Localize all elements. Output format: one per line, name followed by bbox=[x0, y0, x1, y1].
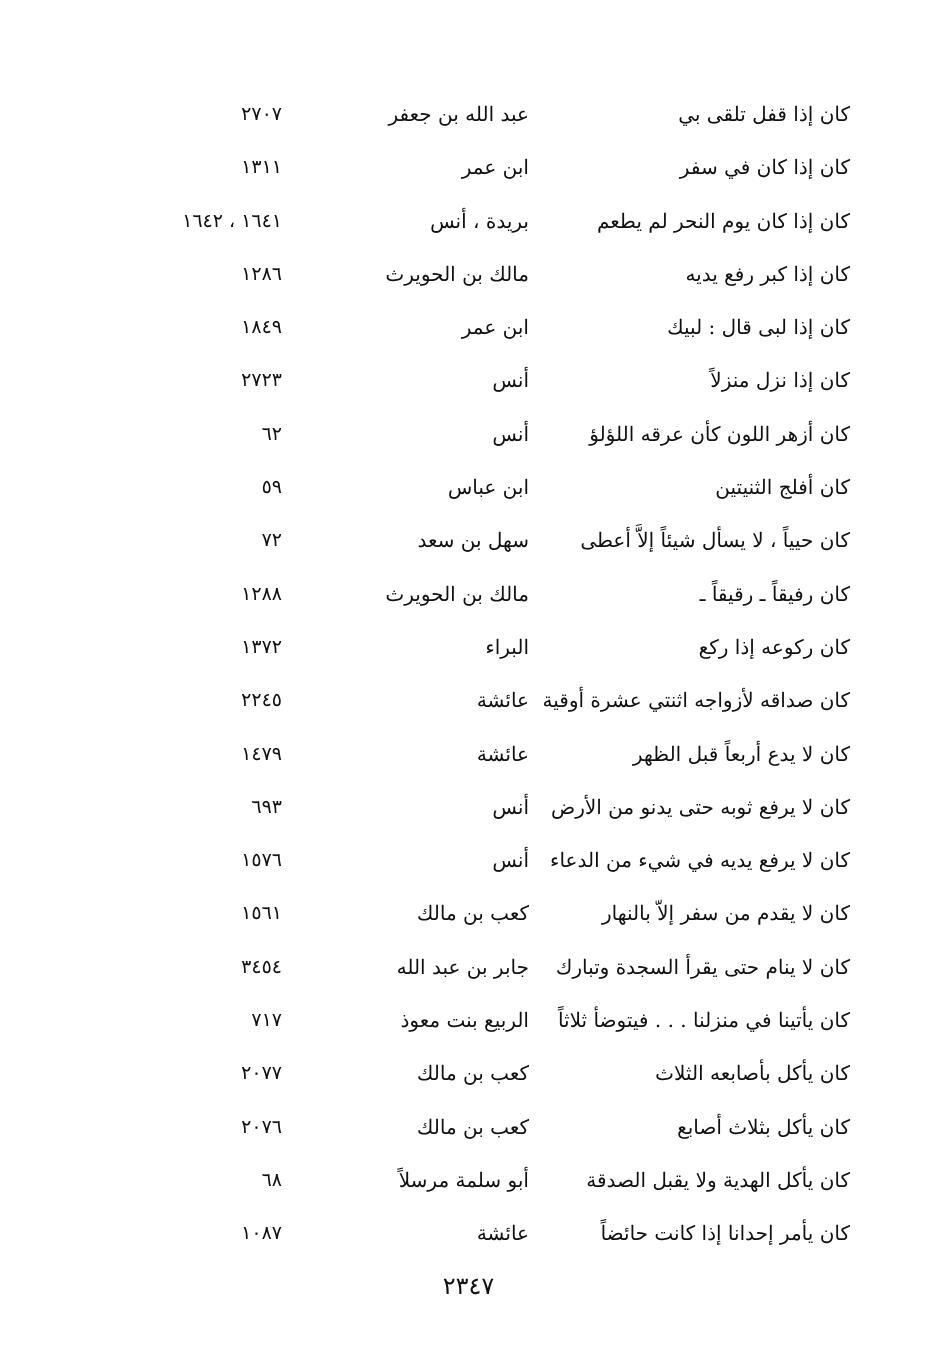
narrator-name: ابن عباس bbox=[447, 475, 529, 500]
table-row bbox=[0, 994, 937, 1047]
hadith-text: كان لا يقدم من سفر إلاّ بالنهار bbox=[602, 901, 850, 926]
hadith-number: ١٥٦١ bbox=[241, 902, 282, 925]
hadith-text: كان إذا قفل تلقى بي bbox=[678, 102, 850, 126]
table-row bbox=[0, 1101, 937, 1154]
hadith-text: كان يأمر إحدانا إذا كانت حائضاً bbox=[600, 1221, 850, 1246]
hadith-text: كان إذا كان يوم النحر لم يطعم bbox=[596, 208, 850, 233]
hadith-text: كان يأكل الهدية ولا يقبل الصدقة bbox=[586, 1167, 850, 1192]
narrator-name: أبو سلمة مرسلاً bbox=[398, 1167, 529, 1192]
narrator-name: عائشة bbox=[476, 688, 529, 713]
hadith-number: ٧١٧ bbox=[251, 1009, 282, 1032]
narrator-name: ابن عمر bbox=[461, 315, 529, 340]
hadith-text: كان إذا كبر رفع يديه bbox=[685, 261, 850, 286]
hadith-text: كان يأكل بأصابعه الثلاث bbox=[655, 1061, 850, 1086]
hadith-text: كان لا يرفع ثوبه حتى يدنو من الأرض bbox=[551, 794, 850, 819]
hadith-number: ٢٠٧٧ bbox=[241, 1062, 282, 1085]
table-row bbox=[0, 941, 937, 994]
table-row bbox=[0, 195, 937, 248]
hadith-number: ٦٩٣ bbox=[251, 795, 282, 818]
table-row bbox=[0, 141, 937, 194]
table-row bbox=[0, 1047, 937, 1100]
hadith-number: ٧٢ bbox=[261, 529, 282, 552]
hadith-number: ١٤٧٩ bbox=[241, 742, 282, 765]
table-row bbox=[0, 1154, 937, 1207]
table-row bbox=[0, 354, 937, 407]
hadith-text: كان إذا نزل منزلاً bbox=[710, 368, 850, 393]
narrator-name: أنس bbox=[492, 848, 529, 873]
hadith-text: كان يأكل بثلاث أصابع bbox=[677, 1114, 850, 1139]
narrator-name: جابر بن عبد الله bbox=[396, 954, 529, 979]
hadith-number: ١٢٨٦ bbox=[241, 262, 282, 285]
hadith-number: ١٥٧٦ bbox=[241, 849, 282, 872]
table-row bbox=[0, 248, 937, 301]
narrator-name: بريدة ، أنس bbox=[430, 208, 529, 233]
table-row bbox=[0, 1207, 937, 1260]
narrator-name: ابن عمر bbox=[461, 155, 529, 180]
narrator-name: أنس bbox=[492, 794, 529, 819]
hadith-number: ٥٩ bbox=[261, 476, 282, 499]
narrator-name: أنس bbox=[492, 421, 529, 446]
hadith-number: ٦٨ bbox=[261, 1168, 282, 1191]
table-row bbox=[0, 728, 937, 781]
hadith-text: كان إذا كان في سفر bbox=[679, 155, 850, 180]
table-row bbox=[0, 834, 937, 887]
hadith-number: ٦٢ bbox=[261, 422, 282, 445]
hadith-text: كان أفلج الثنيتين bbox=[715, 475, 850, 500]
hadith-number: ١٨٤٩ bbox=[241, 316, 282, 339]
narrator-name: عائشة bbox=[476, 741, 529, 766]
hadith-number: ١٦٤١ ، ١٦٤٢ bbox=[182, 209, 282, 232]
hadith-text: كان أزهر اللون كأن عرقه اللؤلؤ bbox=[589, 421, 850, 446]
hadith-text: كان إذا لبى قال : لبيك bbox=[667, 315, 850, 340]
table-row bbox=[0, 514, 937, 567]
hadith-number: ٢٧٢٣ bbox=[241, 369, 282, 392]
narrator-name: كعب بن مالك bbox=[416, 1061, 529, 1086]
table-row bbox=[0, 408, 937, 461]
hadith-number: ١٢٨٨ bbox=[241, 582, 282, 605]
narrator-name: عبد الله بن جعفر bbox=[388, 102, 529, 126]
hadith-text: كان يأتينا في منزلنا . . . فيتوضأ ثلاثاً bbox=[557, 1008, 850, 1033]
page-number: ٢٣٤٧ bbox=[442, 1272, 495, 1300]
table-row bbox=[0, 88, 937, 141]
table-row bbox=[0, 781, 937, 834]
narrator-name: عائشة bbox=[476, 1221, 529, 1246]
hadith-number: ٣٤٥٤ bbox=[241, 955, 282, 978]
hadith-index-table bbox=[0, 88, 937, 1261]
narrator-name: أنس bbox=[492, 368, 529, 393]
hadith-number: ٢٢٤٥ bbox=[241, 689, 282, 712]
narrator-name: كعب بن مالك bbox=[416, 901, 529, 926]
table-row bbox=[0, 621, 937, 674]
hadith-text: كان لا يدع أربعاً قبل الظهر bbox=[632, 741, 850, 766]
narrator-name: كعب بن مالك bbox=[416, 1114, 529, 1139]
narrator-name: البراء bbox=[485, 634, 529, 659]
hadith-text: كان ركوعه إذا ركع bbox=[698, 634, 850, 659]
hadith-number: ١٠٨٧ bbox=[241, 1222, 282, 1245]
hadith-text: كان رفيقاً ـ رقيقاً ـ bbox=[699, 581, 850, 606]
table-row bbox=[0, 568, 937, 621]
hadith-number: ٢٧٠٧ bbox=[241, 103, 282, 125]
narrator-name: سهل بن سعد bbox=[417, 528, 529, 553]
hadith-number: ٢٠٧٦ bbox=[241, 1115, 282, 1138]
table-row bbox=[0, 461, 937, 514]
hadith-text: كان حيياً ، لا يسأل شيئاً إلاَّ أعطى bbox=[580, 528, 850, 553]
hadith-text: كان لا يرفع يديه في شيء من الدعاء bbox=[550, 848, 850, 873]
narrator-name: مالك بن الحويرث bbox=[385, 261, 529, 286]
table-row bbox=[0, 301, 937, 354]
narrator-name: الربيع بنت معوذ bbox=[400, 1008, 529, 1033]
narrator-name: مالك بن الحويرث bbox=[385, 581, 529, 606]
table-row bbox=[0, 887, 937, 940]
table-row bbox=[0, 674, 937, 727]
hadith-text: كان صداقه لأزواجه اثنتي عشرة أوقية bbox=[542, 688, 850, 713]
hadith-number: ١٣٧٢ bbox=[241, 635, 282, 658]
hadith-text: كان لا ينام حتى يقرأ السجدة وتبارك bbox=[555, 954, 850, 979]
hadith-number: ١٣١١ bbox=[241, 156, 282, 179]
